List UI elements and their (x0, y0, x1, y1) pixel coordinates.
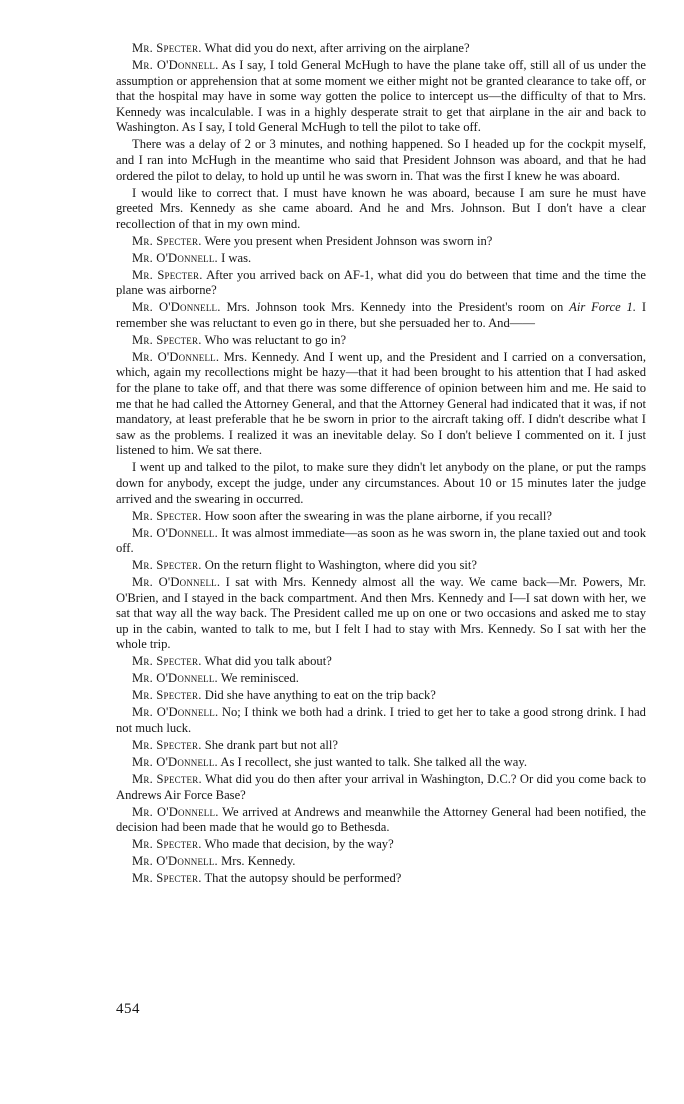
transcript-paragraph (116, 854, 646, 870)
page-number: 454 (116, 1001, 140, 1017)
transcript-paragraph (116, 738, 646, 754)
transcript-paragraph (116, 705, 646, 736)
paragraph-text: There was a delay of 2 or 3 minutes, and nothing happened. So I headed up for the cockpit myself, and I ran into McHugh in the meantime who said that President Johnson was aboard, and that he had ordered the pilot to delay, to hold up until he was sworn in. That was the first I knew he was aboard. (116, 137, 646, 183)
transcript-paragraph (116, 755, 646, 771)
transcript-paragraph (116, 58, 646, 136)
paragraph-text: Who made that decision, by the way? (204, 837, 394, 852)
paragraph-text: That the autopsy should be performed? (204, 871, 402, 886)
paragraph-text: I was. (221, 250, 252, 265)
paragraph-text: On the return flight to Washington, where did you sit? (204, 558, 477, 573)
speaker-name: Mr. Specter. (132, 654, 202, 669)
speaker-name: Mr. Specter. (132, 771, 202, 786)
speaker-name: Mr. O'Donnell. (132, 250, 218, 265)
speaker-name: Mr. O'Donnell. (132, 349, 220, 364)
transcript-paragraph (116, 300, 646, 331)
paragraph-text: It was almost immediate—as soon as he was sworn in, the plane taxied out and took off. (116, 525, 646, 556)
speaker-name: Mr. O'Donnell. (132, 300, 221, 315)
transcript-paragraph (116, 350, 646, 459)
speaker-name: Mr. O'Donnell. (132, 804, 219, 819)
paragraph-text-continued: I remember she was reluctant to even go in there, but she persuaded her to. And—— (116, 300, 647, 330)
speaker-name: Mr. Specter. (132, 688, 202, 703)
transcript-paragraph (116, 671, 646, 687)
paragraph-text: What did you do then after your arrival in Washington, D.C.? Or did you come back to Andrews Air Force Base? (116, 771, 647, 802)
speaker-name: Mr. Specter. (132, 871, 202, 886)
paragraph-text: Did she have anything to eat on the trip back? (204, 688, 436, 703)
transcript-paragraph (116, 805, 646, 836)
paragraph-text: Mrs. Kennedy. And I went up, and the President and I carried on a conversation, which, again my recollections might be hazy—that it had been brought to his attention that I had asked for the plane to take off, and that there was some difference of opinion between him and me. He said to me that he had called the Attorney General, and that the Attorney General had indicated that it was, if not mandatory, at least preferable that he be sworn in prior to the aircraft taking off. I didn't describe what I saw as the problems. I realized it was an inevitable delay. So I don't believe I commented on it. I just listened to him. We sat there. (116, 349, 646, 458)
speaker-name: Mr. O'Donnell. (132, 575, 221, 590)
paragraph-text: Mrs. Kennedy. (221, 854, 296, 869)
speaker-name: Mr. O'Donnell. (132, 525, 218, 540)
paragraph-text: I went up and talked to the pilot, to make sure they didn't let anybody on the plane, or put the ramps down for anybody, except the judge, under any circumstances. About 10 or 15 minutes later the judge arrived and the swearing in occurred. (116, 460, 646, 506)
paragraph-text: No; I think we both had a drink. I tried to get her to take a good strong drink. I had not much luck. (116, 705, 646, 735)
transcript-paragraph (116, 137, 646, 184)
testimony-text (116, 41, 646, 888)
transcript-paragraph (116, 234, 646, 250)
transcript-paragraph (116, 460, 646, 507)
speaker-name: Mr. Specter. (132, 508, 202, 523)
paragraph-text: After you arrived back on AF-1, what did you do between that time and the time the plane was airborne? (116, 267, 646, 298)
speaker-name: Mr. Specter. (132, 267, 203, 282)
paragraph-text: Who was reluctant to go in? (204, 332, 347, 347)
speaker-name: Mr. O'Donnell. (132, 671, 218, 686)
paragraph-text: As I recollect, she just wanted to talk. She talked all the way. (220, 754, 527, 769)
transcript-paragraph (116, 688, 646, 704)
paragraph-text: How soon after the swearing in was the plane airborne, if you recall? (204, 508, 552, 523)
speaker-name: Mr. Specter. (132, 233, 202, 248)
transcript-paragraph (116, 526, 646, 557)
transcript-paragraph (116, 837, 646, 853)
transcript-paragraph (116, 654, 646, 670)
paragraph-text: Were you present when President Johnson was sworn in? (204, 233, 493, 248)
transcript-paragraph (116, 186, 646, 233)
speaker-name: Mr. Specter. (132, 558, 202, 573)
paragraph-text: What did you talk about? (204, 654, 332, 669)
paragraph-text: Mrs. Johnson took Mrs. Kennedy into the President's room on (226, 300, 564, 315)
speaker-name: Mr. Specter. (132, 332, 202, 347)
transcript-paragraph (116, 772, 646, 803)
paragraph-text: What did you do next, after arriving on the airplane? (204, 41, 470, 55)
paragraph-text: I would like to correct that. I must have known he was aboard, because I am sure he must have greeted Mrs. Kennedy as she came aboard. And he and Mrs. Johnson. But I don't have a clear recollection of that in my own mind. (116, 185, 646, 231)
transcript-paragraph (116, 41, 646, 57)
italic-text: Air Force 1. (569, 300, 636, 315)
speaker-name: Mr. Specter. (132, 41, 202, 55)
transcript-paragraph (116, 871, 646, 887)
speaker-name: Mr. O'Donnell. (132, 854, 218, 869)
speaker-name: Mr. O'Donnell. (132, 57, 219, 72)
speaker-name: Mr. Specter. (132, 837, 202, 852)
paragraph-text: She drank part but not all? (204, 737, 338, 752)
speaker-name: Mr. Specter. (132, 737, 202, 752)
transcript-paragraph (116, 251, 646, 267)
paragraph-text: I sat with Mrs. Kennedy almost all the way. We came back—Mr. Powers, Mr. O'Brien, and I stayed in the back compartment. And then Mrs. Kennedy and I—I sat down with her, we sat that way all the way back. The President called me up on one or two occasions and asked me to stay up in the cabin, wanted to talk to me, but I felt I had to stay with Mrs. Kennedy. So I sat with her the whole trip. (116, 575, 646, 652)
transcript-paragraph (116, 575, 646, 653)
transcript-paragraph (116, 509, 646, 525)
transcript-paragraph (116, 558, 646, 574)
transcript-paragraph (116, 333, 646, 349)
speaker-name: Mr. O'Donnell. (132, 754, 218, 769)
paragraph-text: As I say, I told General McHugh to have the plane take off, still all of us under the assumption or apprehension that at some moment we either might not be granted clearance to take off, or that the hospital may have in some way gotten the police to intercept us—the difficulty of that to Mrs. Kennedy was incalculable. I was in a highly desperate strait to get that airplane in the air and back to Washington. As I say, I told General McHugh to tell the pilot to take off. (116, 57, 646, 135)
transcript-paragraph (116, 268, 646, 299)
paragraph-text: We arrived at Andrews and meanwhile the Attorney General had been notified, the decision had been made that he would go to Bethesda. (116, 804, 647, 835)
speaker-name: Mr. O'Donnell. (132, 705, 219, 720)
paragraph-text: We reminisced. (220, 671, 299, 686)
